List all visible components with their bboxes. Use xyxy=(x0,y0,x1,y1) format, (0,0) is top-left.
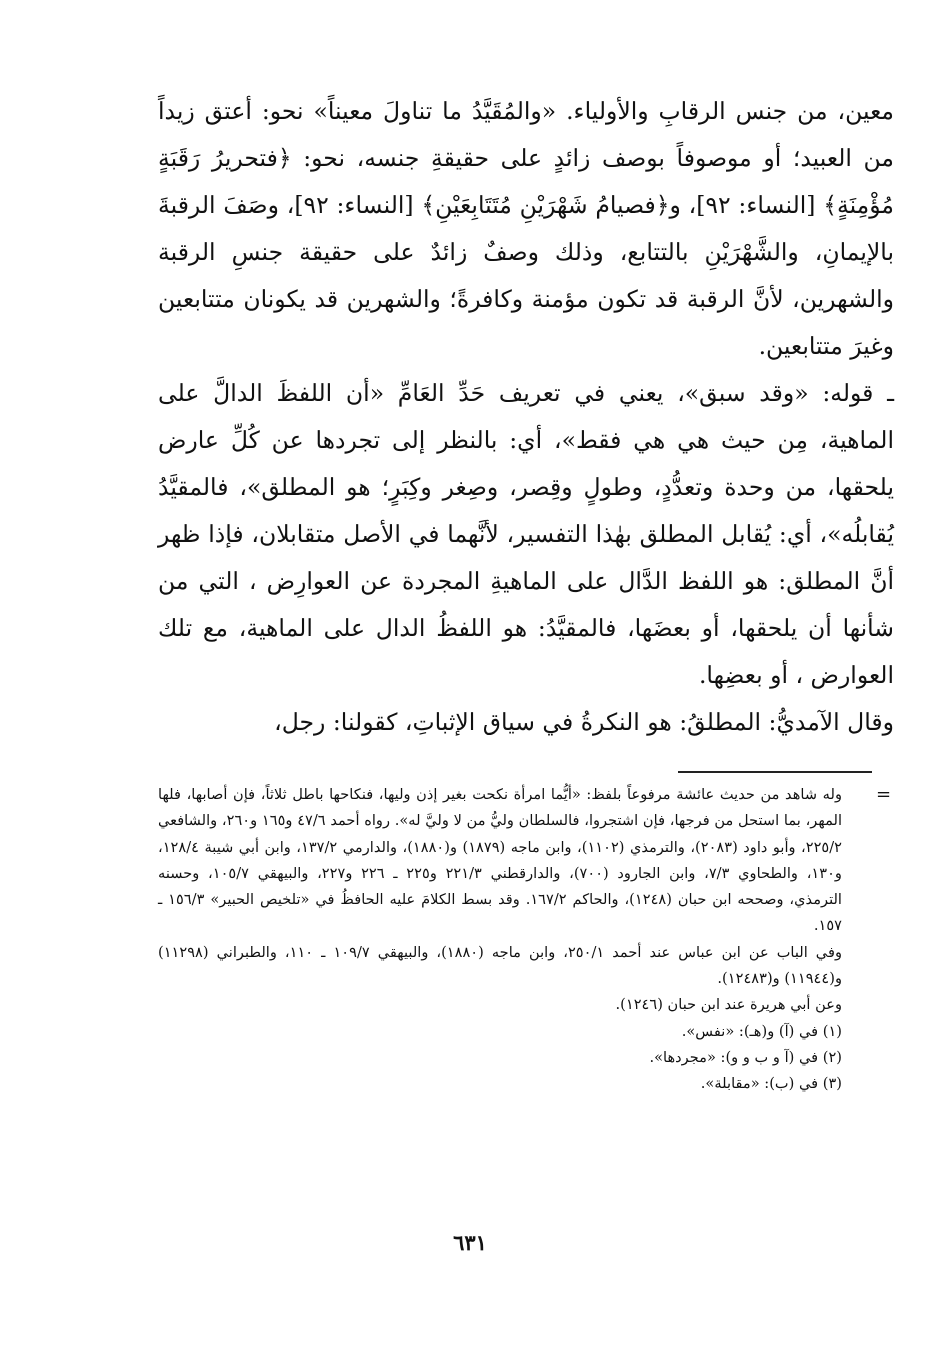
main-paragraph-2: ـ قوله: «وقد سبق»، يعني في تعريف حَدِّ العَامِّ «أن اللفظَ الدالَّ على الماهية، مِن حيث هي هي فقط»، أي: بالنظر إلى تجردها عن كُلِّ عارض يلحقها، من وحدة وتعدُّدٍ، وطولٍ وقِصر، وصِغر وكِبَرٍ؛ هو المطلق»، فالمقيَّدُ يُقابلُه»، أي: يُقابل المطلق بهٰذا التفسير، لأنَّهما في الأصل متقابلان، فإذا ظهر أنَّ المطلق: هو اللفظ الدَّال على الماهيةِ المجردة عن العوارِض ، التي من شأنها أن يلحقها، أو بعضَها، فالمقيَّدُ: هو اللفظُ الدال على الماهية، مع تلك العوارض ، أو بعضِها. xyxy=(158,379,894,689)
footnote-continuation-mark: = xyxy=(876,784,892,805)
footnote-text: في (آ) و(هـ): «نفس». xyxy=(681,1022,819,1040)
footnote-continued-text: وله شاهد من حديث عائشة مرفوعاً بلفظ: «أيُّما امرأة نكحت بغير إذن وليها، فنكاحها باطل ثلاثاً، فإن أصابها، فلها المهر، بما استحل من فرجها، فإن اشتجروا، فالسلطان وليُّ من لا وليَّ له». رواه أحمد ٤٧/٦ و١٦٥ و٢٦٠، والشافعي ٢٢٥/٢، وأبو داود (٢٠٨٣)، والترمذي (١١٠٢)، وابن ماجه (١٨٧٩) و(١٨٨٠)، والدارمي ١٣٧/٢، وابن أبي شيبة ١٢٨/٤، و١٣٠، والطحاوي ٧/٣، وابن الجارود (٧٠٠)، والدارقطني ٢٢١/٣ و٢٢٥ ـ ٢٢٦ و٢٢٧، والبيهقي ١٠٥/٧، وحسنه الترمذي، وصححه ابن حبان (١٢٤٨)، والحاكم ١٦٧/٢. وقد بسط الكلامَ عليه الحافظُ في «تلخيص الحبير» ١٥٦/٣ ـ ١٥٧. xyxy=(158,786,843,935)
footnote-text: في (ب): «مقابلة». xyxy=(700,1075,819,1093)
footnote-number: (١) xyxy=(818,1022,842,1040)
footnotes xyxy=(158,782,864,1098)
footnote-number: (٣) xyxy=(818,1075,842,1093)
footnote-1 xyxy=(158,1019,864,1045)
main-text xyxy=(158,88,894,746)
footnote-continued-text: وفي الباب عن ابن عباس عند أحمد ٢٥٠/١، وابن ماجه (١٨٨٠)، والبيهقي ١٠٩/٧ ـ ١١٠، والطبراني (١١٢٩٨) و(١١٩٤٤) و(١٢٤٨٣). xyxy=(158,943,842,988)
footnote-separator xyxy=(678,771,872,773)
footnote-number: (٢) xyxy=(818,1048,842,1066)
footnote-text: في (آ و ب و و): «مجردها». xyxy=(649,1048,819,1066)
main-paragraph-3: وقال الآمديُّ: المطلقُ: هو النكرةُ في سياق الإثباتِ، كقولنا: رجل، xyxy=(274,708,894,736)
footnote-2 xyxy=(158,1045,864,1071)
page-number: ٦٣١ xyxy=(453,1230,487,1255)
main-paragraph-1: معين، من جنس الرقابِ والأولياء. «والمُقَيَّدُ ما تناولَ معيناً» نحو: أعتق زيداً من العبيد؛ أو موصوفاً بوصف زائدٍ على حقيقةِ جنسه، نحو: ﴿فتحريرُ رَقَبَةٍ مُؤْمِنَةٍ﴾ [النساء: ٩٢]، و﴿فصيامُ شَهْرَيْنِ مُتَتَابِعَيْنِ﴾ [النساء: ٩٢]، وصَفَ الرقبةَ بالإيمانِ، والشَّهْرَيْنِ بالتتابع، وذلك وصفٌ زائدٌ على حقيقة جنسِ الرقبة والشهرين، لأنَّ الرقبة قد تكون مؤمنة وكافرةً؛ والشهرين قد يكونان متتابعين وغيرَ متتابعين. xyxy=(158,97,894,360)
footnote-continued-text: وعن أبي هريرة عند ابن حبان (١٢٤٦). xyxy=(615,996,842,1014)
footnote-3 xyxy=(158,1071,864,1097)
